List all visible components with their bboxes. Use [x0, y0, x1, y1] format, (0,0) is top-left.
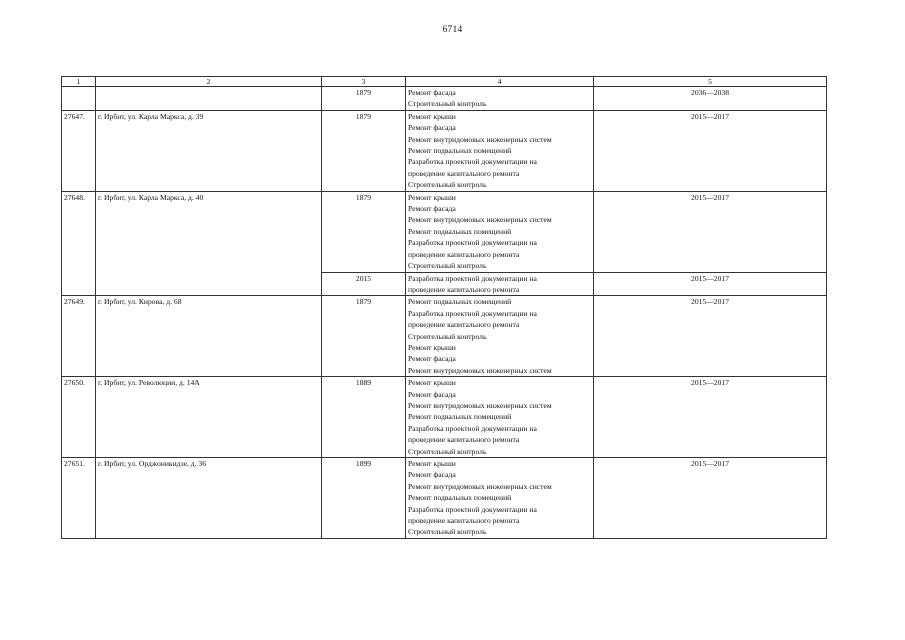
- work-item: проведение капитального ремонта: [408, 249, 520, 259]
- table-row: [62, 110, 827, 191]
- row-number-cell: 27647.: [62, 110, 96, 191]
- column-header: 5: [594, 77, 827, 87]
- page-number: 6714: [442, 25, 463, 35]
- year-cell: 1879: [322, 191, 406, 272]
- work-item: проведение капитального ремонта: [408, 435, 520, 445]
- period-cell: 2015—2017: [594, 110, 827, 191]
- work-item: Ремонт подвальных помещений: [408, 493, 512, 503]
- address-cell: г. Ирбит, ул. Карла Маркса, д. 39: [96, 110, 322, 191]
- work-item: Ремонт крыши: [408, 342, 456, 352]
- work-item: Разработка проектной документации на: [408, 308, 537, 318]
- work-item: Строительный контроль: [408, 527, 487, 537]
- table-row: [62, 377, 827, 458]
- table-row: [62, 191, 827, 272]
- year-cell: 1879: [322, 87, 406, 111]
- column-header: 3: [322, 77, 406, 87]
- work-item: Ремонт фасада: [408, 204, 456, 214]
- work-item: Строительный контроль: [408, 99, 487, 109]
- address-cell: г. Ирбит, ул. Орджоникидзе, д. 36: [96, 458, 322, 539]
- table-row: [62, 87, 827, 111]
- work-item: Ремонт фасада: [408, 470, 456, 480]
- work-item: проведение капитального ремонта: [408, 320, 520, 330]
- period-cell: 2015—2017: [594, 272, 827, 296]
- work-item: Ремонт подвальных помещений: [408, 412, 512, 422]
- year-cell: 1879: [322, 110, 406, 191]
- table-row: [62, 458, 827, 539]
- works-cell: [406, 272, 594, 296]
- works-cell: [406, 296, 594, 377]
- row-number-cell: 27650.: [62, 377, 96, 458]
- row-number-cell: 27648.: [62, 191, 96, 296]
- period-cell: 2015—2017: [594, 296, 827, 377]
- year-cell: 2015: [322, 272, 406, 296]
- column-header: 1: [62, 77, 96, 87]
- row-number-cell: 27649.: [62, 296, 96, 377]
- address-cell: г. Ирбит, ул. Карла Маркса, д. 40: [96, 191, 322, 296]
- work-item: Строительный контроль: [408, 446, 487, 456]
- work-item: Разработка проектной документации на: [408, 157, 537, 167]
- work-item: Разработка проектной документации на: [408, 273, 537, 283]
- work-item: Ремонт крыши: [408, 111, 456, 121]
- work-item: Строительный контроль: [408, 261, 487, 271]
- row-number-cell: [62, 87, 96, 111]
- work-item: Ремонт фасада: [408, 123, 456, 133]
- column-header: 4: [406, 77, 594, 87]
- works-cell: [406, 191, 594, 272]
- work-item: проведение капитального ремонта: [408, 516, 520, 526]
- year-cell: 1889: [322, 377, 406, 458]
- work-item: Ремонт крыши: [408, 378, 456, 388]
- work-item: Ремонт внутридомовых инженерных систем: [408, 481, 552, 491]
- work-item: Ремонт крыши: [408, 192, 456, 202]
- year-cell: 1879: [322, 296, 406, 377]
- work-item: Разработка проектной документации на: [408, 423, 537, 433]
- work-item: Ремонт крыши: [408, 459, 456, 468]
- work-item: Ремонт подвальных помещений: [408, 226, 512, 236]
- work-item: Ремонт подвальных помещений: [408, 297, 512, 307]
- works-cell: [406, 377, 594, 458]
- work-item: проведение капитального ремонта: [408, 168, 520, 178]
- row-number-cell: 27651.: [62, 458, 96, 539]
- work-item: Ремонт внутридомовых инженерных систем: [408, 134, 552, 144]
- address-cell: г. Ирбит, ул. Кирова, д. 68: [96, 296, 322, 377]
- works-cell: [406, 458, 594, 539]
- period-cell: 2015—2017: [594, 377, 827, 458]
- work-item: проведение капитального ремонта: [408, 284, 520, 294]
- work-item: Строительный контроль: [408, 180, 487, 190]
- work-item: Ремонт внутридомовых инженерных систем: [408, 400, 552, 410]
- work-item: Ремонт фасада: [408, 389, 456, 399]
- work-item: Строительный контроль: [408, 331, 487, 341]
- address-cell: г. Ирбит, ул. Революции, д. 14А: [96, 377, 322, 458]
- work-item: Разработка проектной документации на: [408, 238, 537, 248]
- work-item: Ремонт внутридомовых инженерных систем: [408, 365, 552, 375]
- header-row: [62, 77, 827, 87]
- table-body: [62, 87, 827, 539]
- period-cell: 2015—2017: [594, 191, 827, 272]
- period-cell: 2036—2038: [594, 87, 827, 111]
- works-cell: [406, 87, 594, 111]
- work-item: Ремонт фасада: [408, 88, 456, 97]
- work-item: Ремонт подвальных помещений: [408, 146, 512, 156]
- repair-schedule-table: [61, 76, 827, 539]
- work-item: Ремонт фасада: [408, 354, 456, 364]
- table-row: [62, 296, 827, 377]
- period-cell: 2015—2017: [594, 458, 827, 539]
- year-cell: 1899: [322, 458, 406, 539]
- work-item: Ремонт внутридомовых инженерных систем: [408, 215, 552, 225]
- address-cell: [96, 87, 322, 111]
- works-cell: [406, 110, 594, 191]
- work-item: Разработка проектной документации на: [408, 504, 537, 514]
- column-header: 2: [96, 77, 322, 87]
